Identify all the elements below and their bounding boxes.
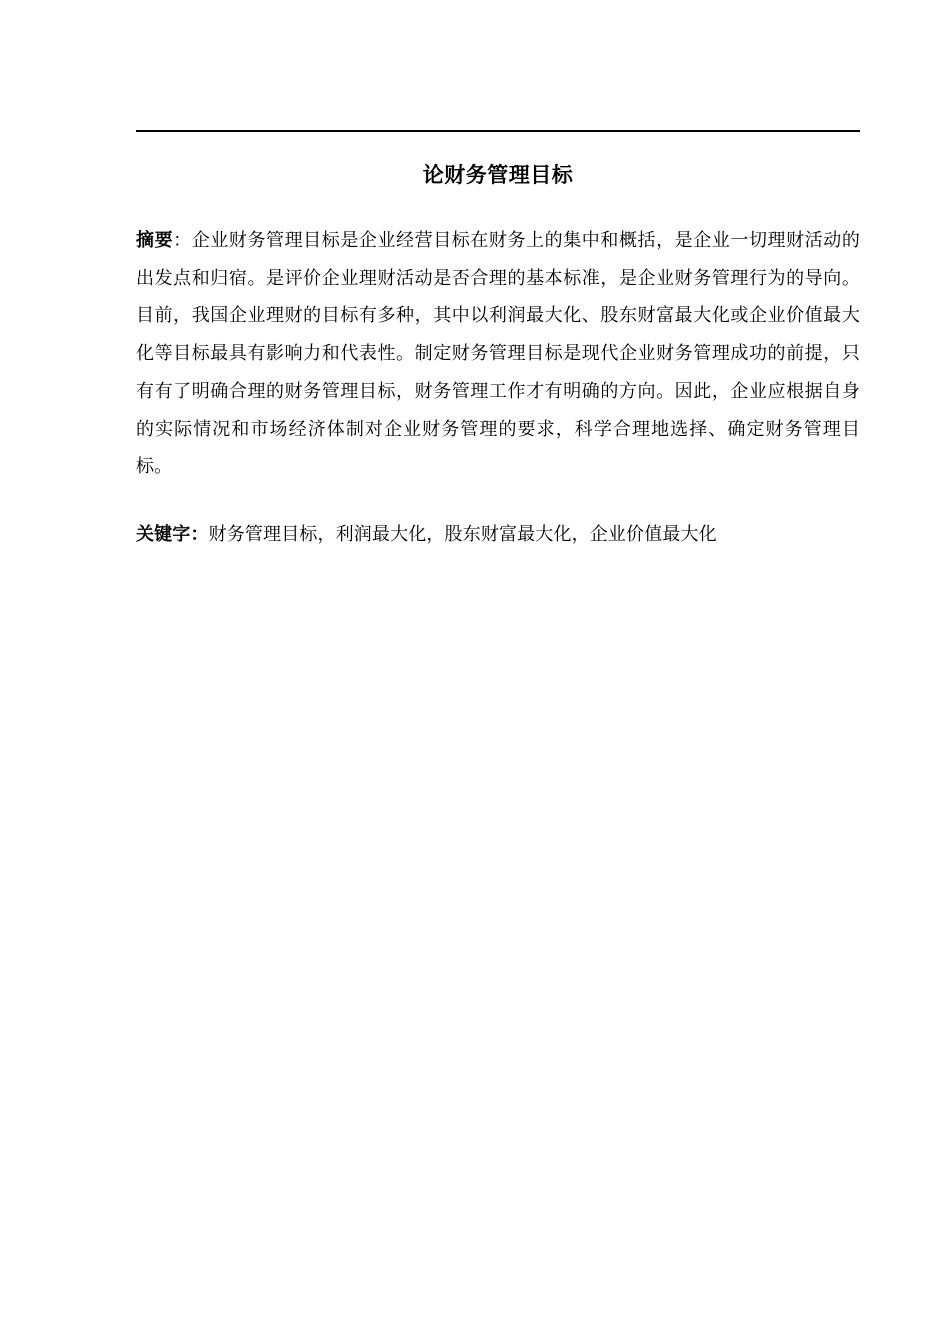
page-title: 论财务管理目标 [422, 163, 574, 187]
abstract-text: 企业财务管理目标是企业经营目标在财务上的集中和概括，是企业一切理财活动的出发点和归宿。是评价企业理财活动是否合理的基本标准，是企业财务管理行为的导向。目前，我国企业理财的目标有多种，其中以利润最大化、股东财富最大化或企业价值最大化等目标最具有影响力和代表性。制定财务管理目标是现代企业财务管理成功的前提，只有有了明确合理的财务管理目标，财务管理工作才有明确的方向。因此，企业应根据自身的实际情况和市场经济体制对企业财务管理的要求，科学合理地选择、确定财务管理目标。 [136, 230, 860, 478]
abstract-label: 摘要 [136, 230, 174, 251]
abstract-colon: ： [173, 230, 192, 251]
keywords-label: 关键字： [136, 524, 209, 545]
keywords-text: 财务管理目标，利润最大化，股东财富最大化，企业价值最大化 [208, 524, 717, 545]
keywords-line [136, 516, 860, 553]
header-rule [136, 130, 860, 132]
abstract-paragraph [136, 222, 860, 486]
